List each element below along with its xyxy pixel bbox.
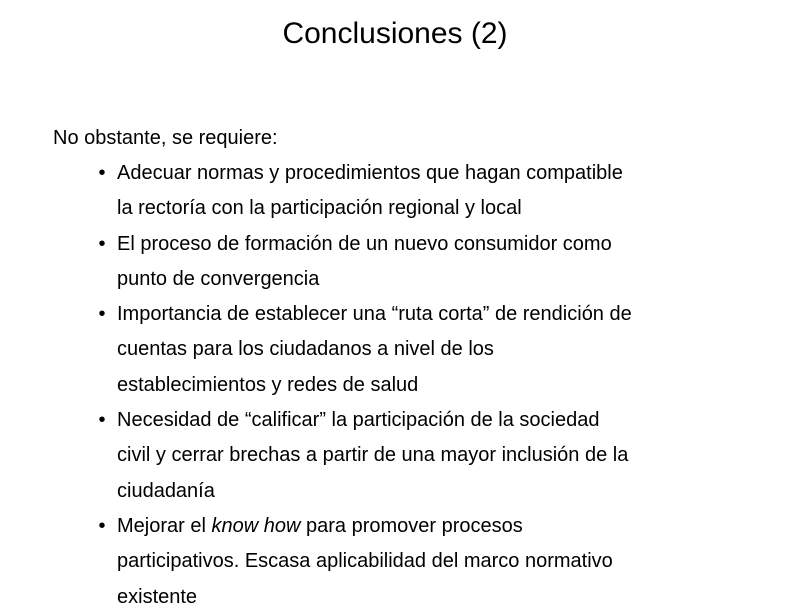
bullet-dot: • xyxy=(98,162,106,184)
bullet-line: cuentas para los ciudadanos a nivel de los xyxy=(117,338,494,361)
bullet-dot: • xyxy=(98,232,106,255)
bullet-line: punto de convergencia xyxy=(117,267,320,290)
bullet-line: Adecuar normas y procedimientos que hagan compatible xyxy=(117,162,623,184)
intro-text: No obstante, se requiere: xyxy=(53,127,278,149)
bullet-line: Necesidad de “calificar” la participación de la sociedad xyxy=(117,409,600,432)
bullet-dot: • xyxy=(98,514,106,537)
bullet-item xyxy=(96,156,756,227)
slide-title: Conclusiones (2) xyxy=(282,17,508,50)
bullet-dot: • xyxy=(98,303,106,326)
bullet-line: civil y cerrar brechas a partir de una mayor inclusión de la xyxy=(117,444,629,467)
bullet-item xyxy=(96,403,756,509)
bullet-item xyxy=(96,297,756,403)
bullet-line xyxy=(117,509,756,544)
bullet-line: El proceso de formación de un nuevo consumidor como xyxy=(117,232,612,255)
bullet-line: establecimientos y redes de salud xyxy=(117,373,419,396)
bullet-line: existente xyxy=(117,585,198,608)
bullet-list xyxy=(96,156,756,615)
bullet-text: Mejorar el xyxy=(117,514,212,537)
bullet-line: ciudadanía xyxy=(117,479,215,502)
bullet-line: participativos. Escasa aplicabilidad del marco normativo xyxy=(117,550,613,573)
know-how-emphasis: know how xyxy=(211,514,301,537)
bullet-item xyxy=(96,509,756,615)
bullet-line: la rectoría con la participación regional y local xyxy=(117,197,522,220)
bullet-line: Importancia de establecer una “ruta corta” de rendición de xyxy=(117,303,632,326)
bullet-item xyxy=(96,227,756,298)
bullet-dot: • xyxy=(98,409,106,432)
bullet-text: para promover procesos xyxy=(300,514,523,537)
